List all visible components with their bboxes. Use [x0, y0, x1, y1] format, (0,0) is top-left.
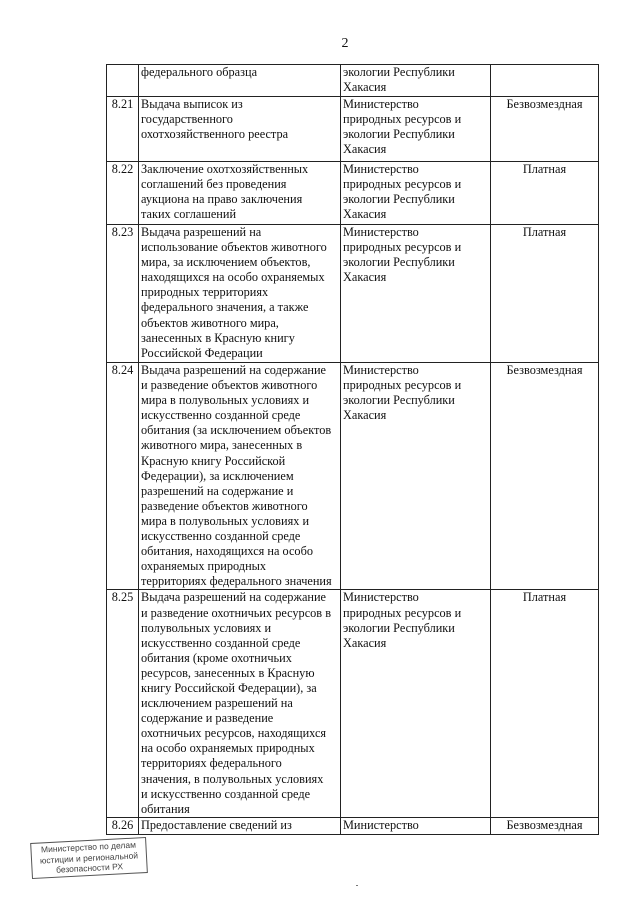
agency-name: Министерство природных ресурсов и экологии Республики Хакасия [341, 97, 491, 162]
service-name: Выдача разрешений на использование объектов животного мира, за исключением объектов, находящихся на особо охраняемых природных территориях федерального значения, а также объектов животного мира, занесенных в Красную книгу Российской Федерации [139, 225, 341, 363]
agency-name: Министерство природных ресурсов и экологии Республики Хакасия [341, 225, 491, 363]
table-row [107, 97, 599, 162]
service-name: Выдача разрешений на содержание и разведение охотничьих ресурсов в полувольных условиях и искусственно созданной среде обитания (кроме охотничьих ресурсов, занесенных в Красную книгу Российской Федерации), за исключением разрешений на содержание и разведение охотничьих ресурсов, находящихся на особо охраняемых природных территориях федерального значения, в полувольных условиях и искусственно созданной среде обитания [139, 590, 341, 817]
row-number: 8.21 [107, 97, 139, 162]
page-number: 2 [341, 36, 349, 51]
service-name: Выдача выписок из государственного охотхозяйственного реестра [139, 97, 341, 162]
row-number: 8.25 [107, 590, 139, 817]
table-row [107, 225, 599, 363]
agency-name: Министерство природных ресурсов и экологии Республики Хакасия [341, 590, 491, 817]
agency-name: Министерство природных ресурсов и экологии Республики Хакасия [341, 162, 491, 225]
table-row [107, 162, 599, 225]
table-row [107, 590, 599, 817]
row-number: 8.26 [107, 817, 139, 834]
fee-type: Платная [491, 162, 599, 225]
service-name: Выдача разрешений на содержание и разведение объектов животного мира в полувольных условиях и искусственно созданной среде обитания (за исключением объектов животного мира, занесенных в Красную книгу Российской Федерации), за исключением разрешений на содержание и разведение объектов животного мира в полувольных условиях и искусственно созданной среде обитания, находящихся на особо охраняемых природных территориях федерального значения [139, 363, 341, 590]
agency-name: экологии Республики Хакасия [341, 65, 491, 97]
fee-type: Безвозмездная [491, 817, 599, 834]
fee-type: Безвозмездная [491, 363, 599, 590]
row-number [107, 65, 139, 97]
row-number: 8.24 [107, 363, 139, 590]
agency-name: Министерство [341, 817, 491, 834]
table-row [107, 817, 599, 834]
fee-type: Платная [491, 590, 599, 817]
scan-speck [356, 885, 358, 886]
fee-type [491, 65, 599, 97]
services-table [106, 64, 599, 835]
row-number: 8.23 [107, 225, 139, 363]
fee-type: Безвозмездная [491, 97, 599, 162]
agency-name: Министерство природных ресурсов и экологии Республики Хакасия [341, 363, 491, 590]
service-name: Заключение охотхозяйственных соглашений без проведения аукциона на право заключения таких соглашений [139, 162, 341, 225]
service-name: федерального образца [139, 65, 341, 97]
registration-stamp: Министерство по делам юстиции и региональной безопасности РХ [30, 837, 148, 879]
table-row [107, 65, 599, 97]
row-number: 8.22 [107, 162, 139, 225]
service-name: Предоставление сведений из [139, 817, 341, 834]
fee-type: Платная [491, 225, 599, 363]
table-row [107, 363, 599, 590]
